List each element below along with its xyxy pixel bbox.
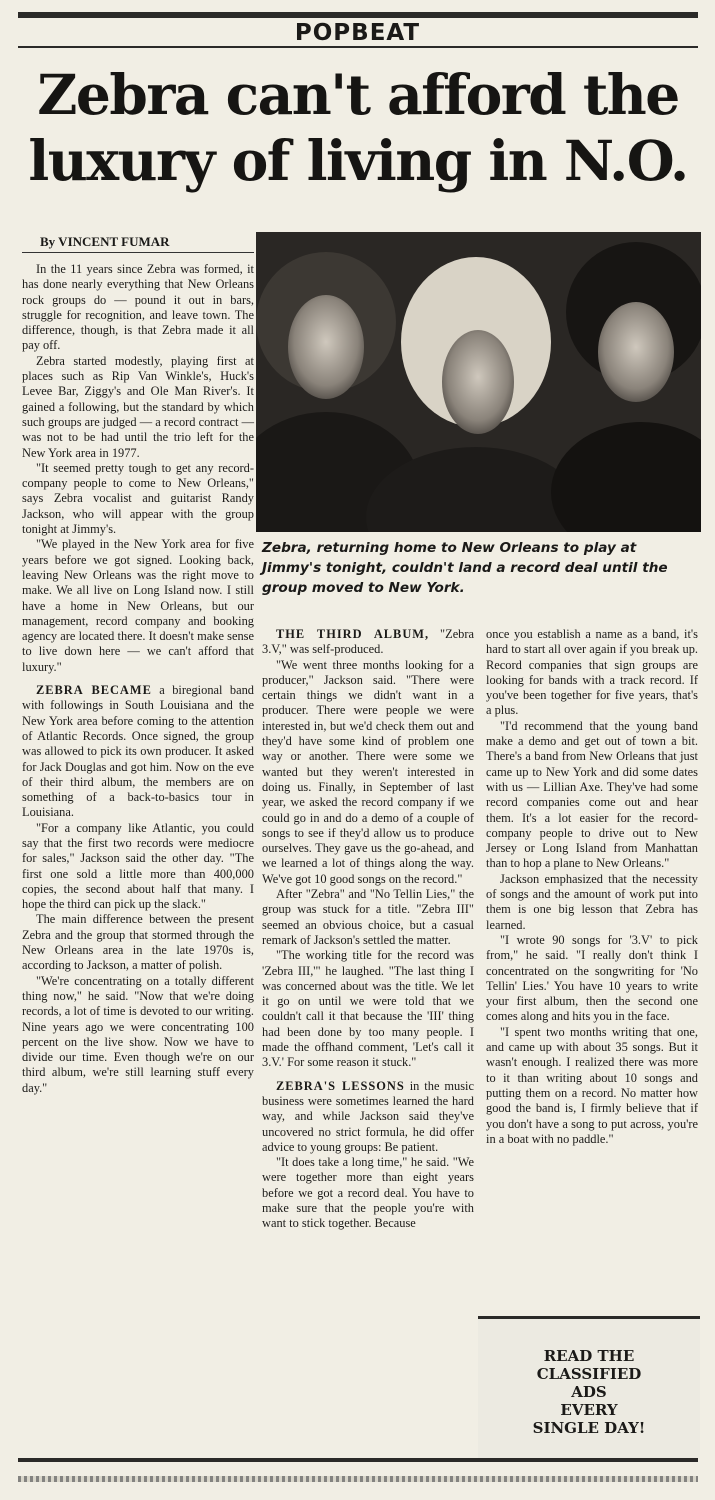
classified-ad-box [478, 1316, 700, 1459]
bottom-texture-rule [18, 1476, 698, 1482]
section-title: POPBEAT [294, 20, 421, 46]
paragraph: Jackson emphasized that the necessity of songs and the amount of work put into them is one big lesson that Zebra has learned. [486, 871, 698, 932]
paragraph: "It seemed pretty tough to get any record-company people to come to New Orleans," says Zebra vocalist and guitarist Randy Jackson, who will appear with the group tonight at Jimmy's. [22, 460, 254, 537]
column-3 [486, 627, 698, 1147]
paragraph: "It does take a long time," he said. "We were together more than eight years before we got a record deal. You have to make sure that the people you're with want to stick together. Because [262, 1155, 474, 1231]
photo-caption: Zebra, returning home to New Orleans to play at Jimmy's tonight, couldn't land a record deal until the group moved to New York. [262, 540, 668, 596]
paragraph: THE THIRD ALBUM, "Zebra 3.V," was self-produced. [262, 627, 475, 657]
subhead-lead: THE THIRD ALBUM, [276, 627, 430, 641]
paragraph: "We're concentrating on a totally different thing now," he said. "Now that we're doing records, a lot of time is devoted to our writing. Nine years ago we were concentrating 100 percent on the live show. Now we have to divide our time. Even though we're on our third album, we're still learning stuff every day." [22, 973, 254, 1095]
band-photo [256, 232, 701, 532]
paragraph: "The working title for the record was 'Zebra III,'" he laughed. "The last thing I was concerned about was the title. We let it go on until we were told that we couldn't call it that because the 'III' thing had been done by too many people. I made the offhand comment, 'Let's call it 3.V.' For some reason it stuck." [262, 948, 474, 1070]
paragraph: "I'd recommend that the young band make a demo and get out of town a bit. There's a band from New Orleans that just came up to New York and did some dates with us — Lillian Axe. They've had some record companies come out and hear them. It's a lot easier for the record-company people to drive out to New Jersey or Long Island from Manhattan than to hop a plane to New Orleans." [486, 718, 698, 871]
bottom-rule [18, 1458, 698, 1462]
paragraph: After "Zebra" and "No Tellin Lies," the group was stuck for a title. "Zebra III" seemed an obvious choice, but a casual remark of Jackson's settled the matter. [262, 887, 474, 947]
paragraph: "We went three months looking for a producer," Jackson said. "There were certain things we didn't want in a producer. There were people we were interested in, but we'd check them out and they'd have some kind of problem one way or another. There were some we wanted but they weren't interested in doing us. Finally, in September of last year, we asked the record company if we could go in and do a demo of a couple of songs to see if they'd allow us to produce ourselves. They gave us the go-ahead, and we learned a lot of things along the way. We've got 10 good songs on the record." [262, 657, 474, 886]
paragraph: "We played in the New York area for five years before we got signed. Looking back, leaving New Orleans was the right move to make. We all live on Long Island now. I still have a home in New Orleans, but our management, record company and booking agency are located there. It doesn't make sense to live down here — we can't afford that luxury." [22, 537, 254, 674]
paragraph: "For a company like Atlantic, you could say that the first two records were mediocre for sales," Jackson said the other day. "The first one sold a little more than 400,000 copies, the second about half that many. I hope the third can pick up the slack." [22, 820, 254, 912]
paragraph: The main difference between the present Zebra and the group that stormed through the New Orleans area in the late 1970s is, according to Jackson, a matter of polish. [22, 912, 254, 973]
column-1 [22, 262, 254, 1096]
column-2 [262, 627, 474, 1232]
paragraph: "I spent two months writing that one, and came up with about 35 songs. But it wasn't enough. I realized there was more to it than writing about 10 songs and putting them on a record. No matter how good the band is, I firmly believe that if you don't have a song to put across, you're in a boat with no paddle." [486, 1024, 698, 1146]
paragraph: ZEBRA'S LESSONS in the music business were sometimes learned the hard way, and while Jackson said they've uncovered no strict formula, he did offer advice to young groups: Be patient. [262, 1078, 474, 1154]
byline: By VINCENT FUMAR [40, 234, 170, 249]
subhead-lead: ZEBRA'S LESSONS [276, 1078, 405, 1093]
byline-rule [22, 252, 254, 253]
paragraph: ZEBRA BECAME a biregional band with followings in South Louisiana and the New York area before coming to the attention of Atlantic Records. Once signed, the group was allowed to pick its own producer. It asked for Jack Douglas and got him. Now on the eve of their third album, the members are on something of a back-to-basics tour in Louisiana. [22, 683, 254, 820]
paragraph: once you establish a name as a band, it's hard to start all over again if you break up. Record companies that sign groups are looking for bands with a track record. If you've been together for five years, that's a plus. [486, 627, 698, 718]
top-rule [18, 12, 698, 18]
paragraph: Zebra started modestly, playing first at places such as Rip Van Winkle's, Huck's Levee Bar, Ziggy's and Ole Man River's. It gained a following, but the standard by which such groups are judged — a record contract — was not to be had until the trio left for the New York area in 1977. [22, 353, 254, 460]
section-rule [18, 46, 698, 48]
band-photo-image [256, 232, 701, 532]
classified-ad-text: READ THE CLASSIFIED ADS EVERY SINGLE DAY! [532, 1347, 646, 1437]
paragraph: In the 11 years since Zebra was formed, it has done nearly everything that New Orleans rock groups do — pound it out in bars, struggle for recognition, and leave town. The difference, though, is that Zebra made it all pay off. [22, 262, 254, 353]
paragraph: "I wrote 90 songs for '3.V' to pick from," he said. "I really don't think I concentrated on the songwriting for 'No Tellin' Lies.' You have 10 years to write your first album, then the second one comes along and hits you in the face. [486, 932, 698, 1024]
headline: Zebra can't afford the luxury of living in N.O. [28, 62, 688, 193]
subhead-lead: ZEBRA BECAME [36, 683, 152, 698]
